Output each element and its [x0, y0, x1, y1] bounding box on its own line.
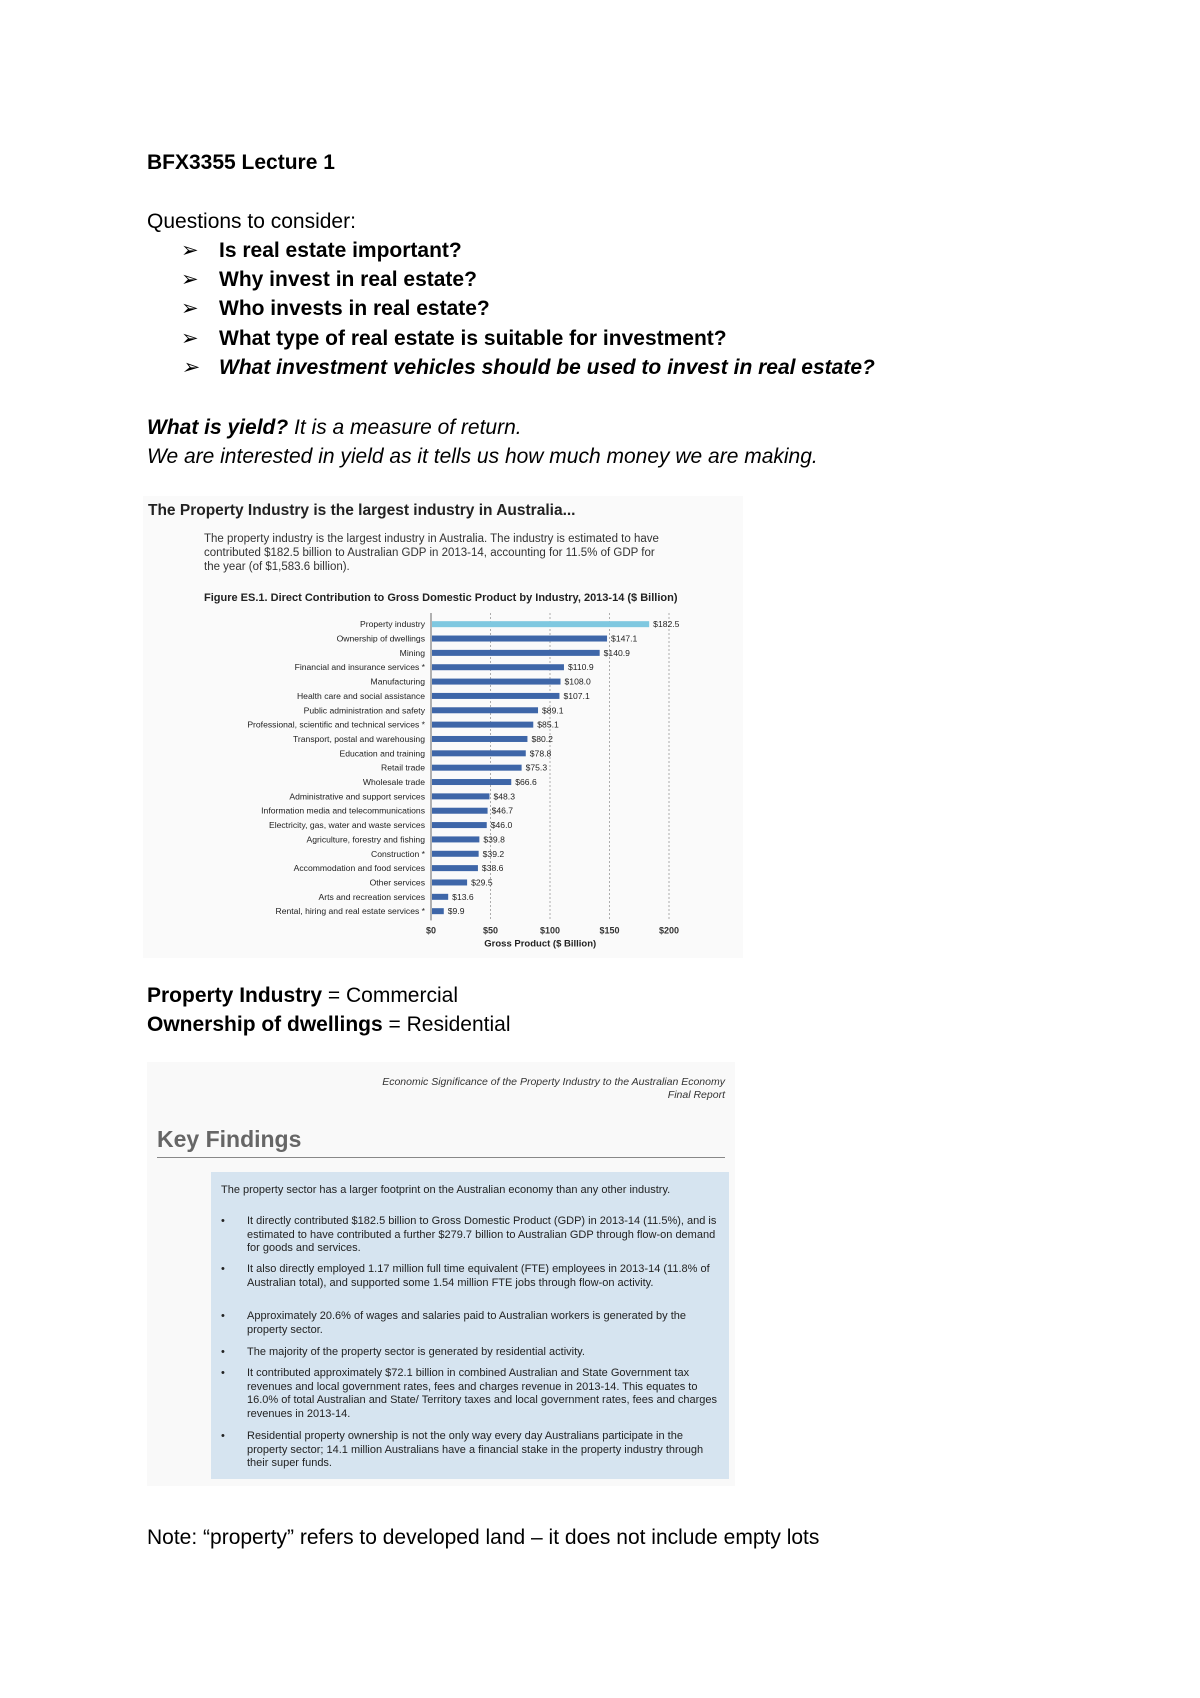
report-header: Economic Significance of the Property Industry to the Australian Economy Final Report: [382, 1076, 725, 1101]
bar: [432, 750, 526, 756]
finding-item: • Approximately 20.6% of wages and salaries paid to Australian workers is generated by the property sector.: [221, 1310, 687, 1336]
gdp-figure: [143, 496, 743, 958]
category-label: Financial and insurance services *: [294, 662, 425, 673]
category-label: Construction *: [371, 848, 425, 859]
x-tick-label: $0: [425, 925, 437, 936]
yield-label: What is yield?: [147, 416, 289, 439]
x-tick-label: $150: [599, 925, 620, 936]
category-label: Information media and telecommunications: [261, 805, 425, 816]
divider: [157, 1157, 725, 1158]
data-label: $39.2: [482, 848, 505, 859]
category-label: Rental, hiring and real estate services *: [275, 906, 425, 917]
bar: [432, 836, 479, 842]
data-label: $48.3: [493, 791, 515, 802]
key-findings-figure: [147, 1062, 735, 1486]
category-label: Arts and recreation services: [318, 891, 425, 902]
bar: [432, 765, 522, 771]
arrow-bullet-icon: ➢: [181, 239, 199, 262]
arrow-bullet-icon: ➢: [181, 356, 199, 379]
data-label: $38.6: [481, 863, 504, 874]
bar: [432, 650, 600, 656]
bar: [432, 894, 448, 900]
figure-title: The Property Industry is the largest industry in Australia...: [148, 502, 576, 519]
arrow-bullet-icon: ➢: [181, 327, 199, 350]
page-title: BFX3355 Lecture 1: [147, 151, 335, 174]
yield-note: We are interested in yield as it tells us how much money we are making.: [147, 445, 818, 468]
category-label: Accommodation and food services: [293, 863, 425, 874]
category-label: Wholesale trade: [362, 777, 425, 788]
finding-item: • It also directly employed 1.17 million full time equivalent (FTE) employees in 2013-14 (11.8% of Australian total), and supported some 1.54 million FTE jobs through flow-on activity.: [221, 1263, 710, 1289]
bar: [432, 793, 489, 799]
data-label: $89.1: [542, 705, 564, 716]
data-label: $108.0: [564, 676, 591, 687]
yield-definition: What is yield? It is a measure of return.: [147, 416, 522, 439]
data-label: $80.2: [531, 733, 553, 744]
question-item: ➢ What investment vehicles should be used to invest in real estate?: [181, 354, 875, 382]
finding-item: • The majority of the property sector is generated by residential activity.: [221, 1346, 585, 1358]
category-label: Electricity, gas, water and waste services: [268, 820, 425, 831]
category-label: Administrative and support services: [289, 791, 425, 802]
question-item: ➢ Why invest in real estate?: [181, 266, 477, 294]
data-label: $75.3: [525, 762, 548, 773]
arrow-bullet-icon: ➢: [181, 268, 199, 291]
questions-intro: Questions to consider:: [147, 210, 356, 233]
x-tick-label: $50: [482, 925, 499, 936]
category-label: Property industry: [360, 619, 425, 630]
category-label: Agriculture, forestry and fishing: [306, 834, 425, 845]
key-findings-heading: Key Findings: [157, 1126, 302, 1152]
bar: [432, 722, 533, 728]
bullet-dot-icon: •: [221, 1346, 225, 1358]
data-label: $182.5: [653, 619, 680, 630]
category-label: Retail trade: [381, 762, 425, 773]
bar: [432, 808, 488, 814]
bar: [432, 636, 607, 642]
bullet-dot-icon: •: [221, 1263, 225, 1275]
figure-caption: Figure ES.1. Direct Contribution to Gross Domestic Product by Industry, 2013-14 ($ Billion): [204, 592, 678, 604]
x-tick-label: $200: [658, 925, 680, 936]
question-item: ➢ Is real estate important?: [181, 237, 462, 265]
definition-line: Ownership of dwellings = Residential: [147, 1013, 511, 1036]
category-label: Health care and social assistance: [296, 690, 425, 701]
data-label: $46.0: [490, 820, 513, 831]
gdp-bar-chart: [143, 496, 743, 958]
bar: [432, 693, 559, 699]
bar: [432, 865, 478, 871]
data-label: $110.9: [567, 662, 594, 673]
findings-box: [211, 1172, 729, 1479]
category-label: Manufacturing: [370, 676, 425, 687]
footnote: Note: “property” refers to developed land – it does not include empty lots: [147, 1526, 820, 1549]
bullet-dot-icon: •: [221, 1215, 225, 1227]
category-label: Ownership of dwellings: [336, 633, 425, 644]
x-tick-label: $100: [539, 925, 561, 936]
bullet-dot-icon: •: [221, 1310, 225, 1322]
question-item: ➢ What type of real estate is suitable for investment?: [181, 325, 727, 353]
bullet-dot-icon: •: [221, 1367, 225, 1379]
data-label: $147.1: [611, 633, 638, 644]
category-label: Professional, scientific and technical services *: [247, 719, 425, 730]
category-label: Education and training: [339, 748, 425, 759]
category-label: Transport, postal and warehousing: [292, 733, 425, 744]
bar: [432, 621, 649, 627]
data-label: $140.9: [603, 647, 630, 658]
bar: [432, 779, 511, 785]
definition-line: Property Industry = Commercial: [147, 984, 458, 1007]
findings-intro: The property sector has a larger footprint on the Australian economy than any other industry.: [221, 1184, 671, 1196]
bar: [432, 851, 479, 857]
data-label: $66.6: [515, 777, 537, 788]
category-label: Other services: [369, 877, 425, 888]
category-label: Public administration and safety: [303, 705, 425, 716]
bullet-dot-icon: •: [221, 1430, 225, 1442]
arrow-bullet-icon: ➢: [181, 297, 199, 320]
data-label: $85.1: [537, 719, 559, 730]
bar: [432, 879, 467, 885]
x-axis-label: Gross Product ($ Billion): [484, 938, 597, 950]
bar: [432, 736, 527, 742]
finding-item: • It directly contributed $182.5 billion to Gross Domestic Product (GDP) in 2013-14 (11.5%), and is estimated to have contributed a further $279.7 billion to Australian GDP through flow-on demand for goods and services.: [221, 1215, 717, 1255]
data-label: $13.6: [452, 891, 474, 902]
category-label: Mining: [399, 647, 425, 658]
data-label: $39.8: [483, 834, 505, 845]
finding-item: • It contributed approximately $72.1 billion in combined Australian and State Government tax revenues and local government rates, fees and charges revenue in 2013-14. This equates to 16.0% of total Australian and State/ Territory taxes and local government rates, fees and charges revenues in 2013-14.: [221, 1367, 718, 1420]
question-item: ➢ Who invests in real estate?: [181, 295, 490, 323]
data-label: $78.8: [529, 748, 552, 759]
bar: [432, 822, 487, 828]
bar: [432, 908, 444, 914]
figure-description: The property industry is the largest industry in Australia. The industry is estimated to have contributed $182.5 billion to Australian GDP in 2013-14, accounting for 11.5% of GDP for the year (of $1,583.6 billion).: [204, 533, 659, 573]
data-label: $29.5: [471, 877, 493, 888]
data-label: $107.1: [563, 690, 590, 701]
bar: [432, 679, 561, 685]
data-label: $9.9: [447, 906, 465, 917]
data-label: $46.7: [491, 805, 514, 816]
bar: [432, 664, 564, 670]
finding-item: • Residential property ownership is not the only way every day Australians participate in the property sector; 14.1 million Australians have a financial stake in the property industry through their super funds.: [221, 1430, 704, 1470]
bar: [432, 707, 538, 713]
